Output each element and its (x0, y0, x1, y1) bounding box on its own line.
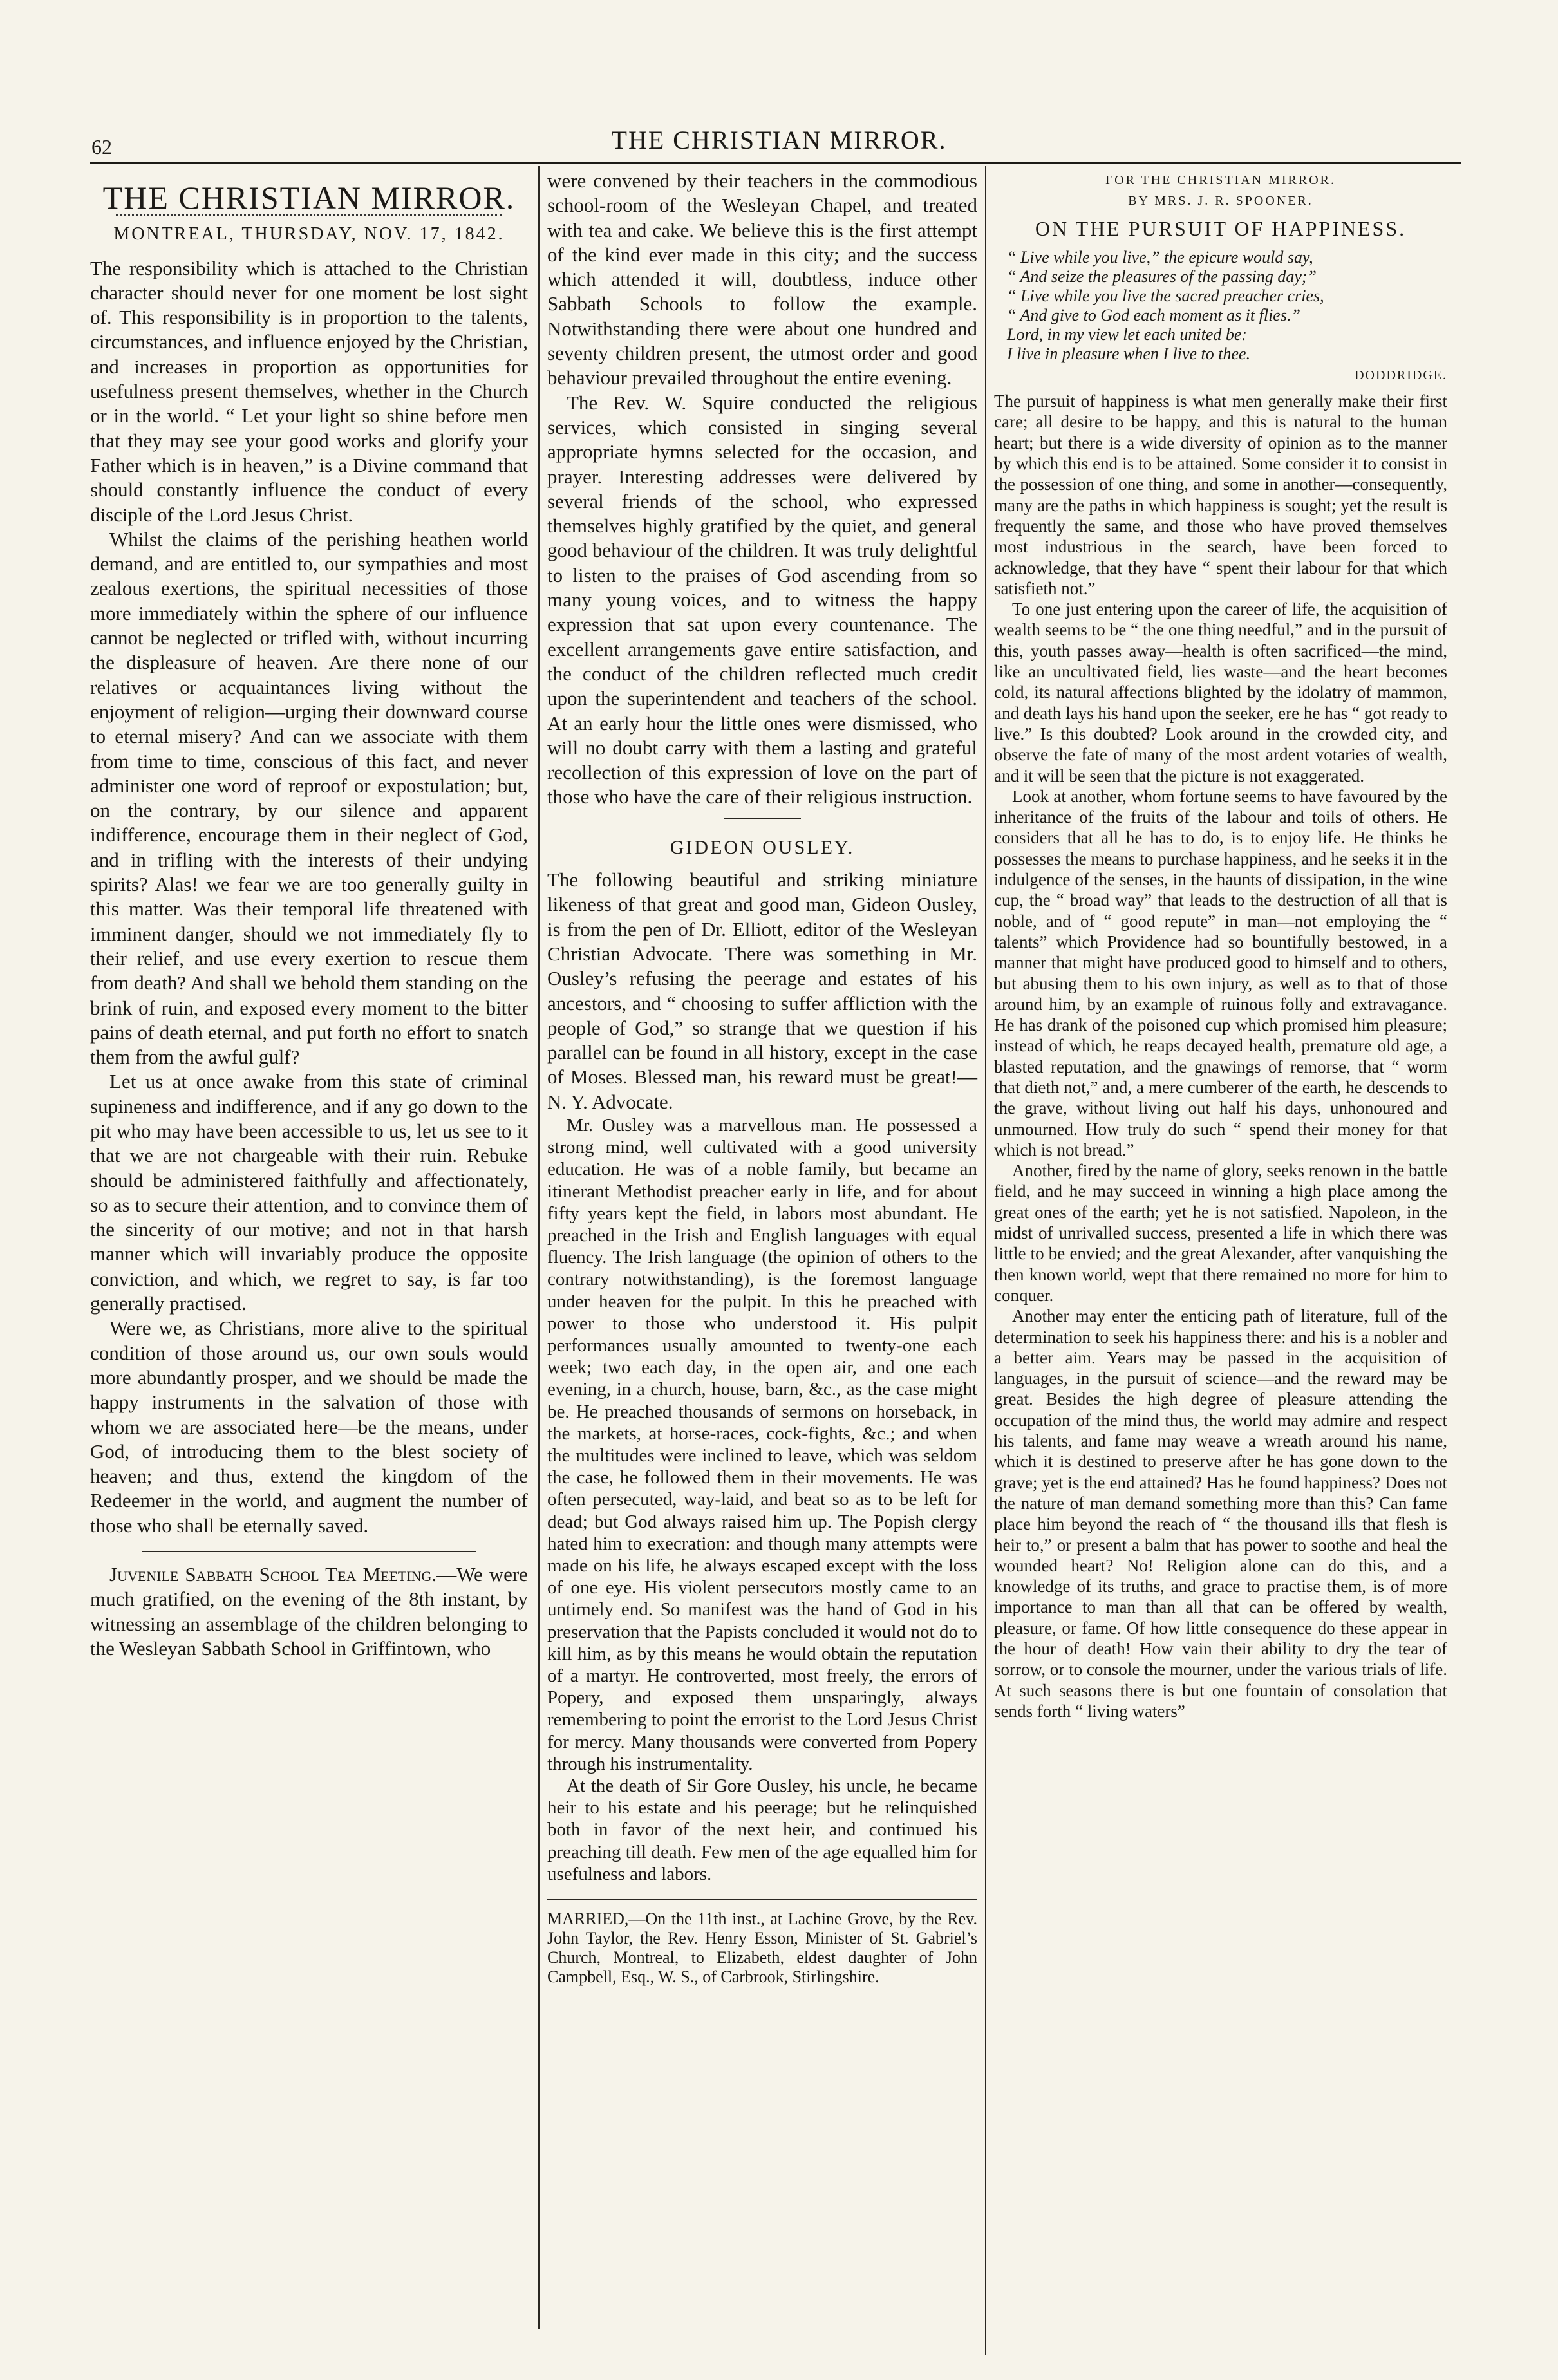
page-number: 62 (91, 135, 112, 158)
essay-para-1: The pursuit of happiness is what men generally make their first care; all desire to be happy, and this is natural to the human heart; but there is a wide diversity of opinion as to the manner by which this end is to be attained. Some consider it to consist in the possession of one thing, and some in another—consequently, many are the paths in which happiness is sought; yet the result is frequently the same, and those who have proved themselves most industrious in the search, have been forced to acknowledge, that they have “ spent their labour for that which satisfieth not.” (994, 391, 1447, 598)
verse-line: Lord, in my view let each united be: (1007, 324, 1248, 344)
editorial-para-4: Were we, as Christians, more alive to the spiritual condition of those around us, our own souls would more abundantly prosper, and we should be made the happy instruments in the salvation of those with whom we are associated here—be the means, under God, of introducing them to the blest society of heaven; and thus, extend the kingdom of the Redeemer in the world, and augment the number of those who shall be eternally saved. (90, 1316, 528, 1537)
verse-line: “ Live while you live,” the epicure would say, (1007, 247, 1313, 267)
column-rule-2 (985, 166, 986, 2355)
gideon-intro: The following beautiful and striking miniature likeness of that great and good man, Gideon Ousley, is from the pen of Dr. Elliott, editor of the Wesleyan Christian Advocate. There was something in Mr. Ousley’s refusing the peerage and estates of his ancestors, and “ choosing to suffer affliction with the people of God,” so strange that we question if his parallel can be found in all history, except in the case of Moses. Blessed man, his reward must be great!—N. Y. Advocate. (547, 868, 977, 1113)
juvenile-heading: Juvenile Sabbath School Tea Meeting. (109, 1563, 437, 1586)
running-head: THE CHRISTIAN MIRROR. (611, 126, 947, 155)
epigraph-verse (994, 248, 1447, 364)
verse-attribution: DODDRIDGE. (1355, 368, 1447, 382)
verse-line: “ Live while you live the sacred preacher cries, (1007, 286, 1324, 305)
head-rule (90, 162, 1461, 164)
masthead: THE CHRISTIAN MIRROR. (102, 180, 516, 216)
by-line: BY MRS. J. R. SPOONER. (1128, 194, 1313, 209)
column-2 (547, 169, 977, 1987)
verse-line: “ And give to God each moment as it flies.” (1007, 305, 1300, 324)
column-1 (90, 169, 528, 1661)
married-notice: MARRIED,—On the 11th inst., at Lachine Grove, by the Rev. John Taylor, the Rev. Henry Esson, Minister of St. Gabriel’s Church, Montreal, to Elizabeth, eldest daughter of John Campbell, Esq., W. S., of Carbrook, Stirlingshire. (547, 1909, 977, 1987)
editorial-para-3: Let us at once awake from this state of criminal supineness and indifference, and if any go down to the pit who may have been accessible to us, let us see to it that we are not chargeable with their ruin. Rebuke should be administered faithfully and affectionately, so as to secure their attention, and to convince them of the sincerity of our motive; and not in that harsh manner which will invariably produce the opposite conviction, and which, we regret to say, is far too generally practised. (90, 1070, 528, 1315)
gideon-para-2: At the death of Sir Gore Ousley, his uncle, he became heir to his estate and his peerage; but he relinquished both in favor of the next heir, and continued his preaching till death. Few men of the age equalled him for usefulness and labors. (547, 1776, 977, 1884)
tea-meeting-para-2: The Rev. W. Squire conducted the religious services, which consisted in singing several appropriate hymns selected for the occasion, and prayer. Interesting addresses were delivered by several friends of the school, who expressed themselves highly gratified by the quiet, and general good behaviour of the children. It was truly delightful to listen to the praises of God ascending from so many young voices, and to witness the happy expression that sat upon every countenance. The excellent arrangements gave entire satisfaction, and the conduct of the children reflected much credit upon the superintendent and teachers of the school. At an early hour the little ones were dismissed, who will no doubt carry with them a lasting and grateful recollection of this expression of love on the part of those who have the care of their religious instruction. (547, 391, 977, 809)
gideon-para-1: Mr. Ousley was a marvellous man. He possessed a strong mind, well cultivated with a good university education. He was of a noble family, but became an itinerant Methodist preacher early in life, and for about fifty years kept the field, in labors most abundant. He preached in the Irish and English languages with equal fluency. The Irish language (the opinion of others to the contrary notwithstanding), is the foremost language under heaven for the pulpit. In this he preached with power to those who understood it. His pulpit performances usually amounted to twenty-one each week; two each day, in the open air, and one each evening, in a church, house, barn, &c., as the case might be. He preached thousands of sermons on horseback, in the markets, at horse-races, cock-fights, &c.; and when the multitudes were inclined to leave, which was seldom the case, he followed them in their movements. He was often persecuted, way-laid, and beat so as to be left for dead; but God always raised him up. The Popish clergy hated him to execration: and though many attempts were made on his life, he always escaped except with the loss of one eye. His violent persecutors mostly came to an untimely end. So manifest was the hand of God in his preservation that the Papists concluded it would not do to kill him, as by this means he would obtain the reputation of a martyr. He controverted, most freely, the errors of Popery, and exposed them unsparingly, always remembering to point the errorist to the Lord Jesus Christ for mercy. Many thousands were converted from Popery through his instrumentality. (547, 1114, 977, 1774)
essay-para-2: To one just entering upon the career of life, the acquisition of wealth seems to be “ the one thing needful,” and in the pursuit of this, youth passes away—health is often sacrificed—the mind, like an uncultivated field, lies waste—and the heart becomes cold, its natural affections blighted by the idolatry of mammon, and death lays his hand upon the seeker, ere he has “ got ready to live.” Is this doubted? Look around in the crowded city, and observe the fate of many of the most ardent votaries of wealth, and it will be seen that the picture is not exaggerated. (994, 599, 1447, 785)
column-rule-1 (538, 166, 540, 2329)
tea-meeting-para-1: were convened by their teachers in the commodious school-room of the Wesleyan Chapel, and treated with tea and cake. We believe this is the first attempt of the kind ever made in this city; and the success which attended it will, doubtless, induce other Sabbath Schools to follow the example. Notwithstanding there were about one hundred and seventy children present, the utmost order and good behaviour prevailed throughout the entire evening. (547, 169, 977, 389)
section-rule (142, 1551, 476, 1552)
verse-line: “ And seize the pleasures of the passing day;” (1007, 267, 1317, 286)
essay-para-5: Another may enter the enticing path of literature, full of the determination to seek his happiness there: and his is a nobler and a better aim. Years may be passed in the acquisition of languages, in the pursuit of science—and the reward may be great. Besides the high degree of pleasure attending the occupation of the mind thus, the world may admire and respect his talents, and fame may weave a wreath around his name, which it is destined to preserve after he has gone down to the grave; yet is the end attained? Has he found happiness? Does not the nature of man demand something more than this? Can fame place him beyond the reach of “ the thousand ills that flesh is heir to,” or present a balm that has power to soothe and heal the wounded heart? No! Religion alone can do this, and a knowledge of its truths, and grace to practise them, is of more importance to man than all that can be offered by wealth, pleasure, or fame. Of how little consequence do these appear in the hour of death! How vain their ability to dry the tear of sorrow, or to console the mourner, under the various trials of life. At such seasons there is but one fountain of consolation that sends forth “ living waters” (994, 1306, 1447, 1721)
essay-para-3: Look at another, whom fortune seems to have favoured by the inheritance of the fruits of the labour and toils of others. He considers that all he has to do, is to enjoy life. He thinks he possesses the means to purchase happiness, and he seeks it in the indulgence of the senses, in the haunts of dissipation, in the wine cup, the “ broad way” that leads to the destruction of all that is noble, and of “ good repute” in man—not employing the “ talents” which Providence had so bountifully bestowed, in a manner that might have produced good to himself and to others, but abusing them to his own injury, as well as to that of those around him, by an example of ruinous folly and extravagance. He has drank of the poisoned cup which promised him pleasure; instead of which, he reaps decayed health, premature old age, a blasted reputation, and the gnawings of remorse, that “ worm that dieth not,” and, a mere cumberer of the earth, he descends to the grave, without living out half his days, unhonoured and unmourned. How truly do such “ spend their money for that which is not bread.” (994, 786, 1447, 1159)
essay-title: ON THE PURSUIT OF HAPPINESS. (1035, 216, 1407, 240)
married-rule (547, 1899, 977, 1900)
editorial-para-2: Whilst the claims of the perishing heathen world demand, and are entitled to, our sympathies and most zealous exertions, the spiritual necessities of those more immediately within the sphere of our influence cannot be neglected or trifled with, without incurring the displeasure of heaven. Are there none of our relatives or acquaintances living without the enjoyment of religion—urging their downward course to eternal misery? And can we associate with them from time to time, conscious of this fact, and never administer one word of reproof or expostulation; but, on the contrary, by our silence and apparent indifference, encourage them in their neglect of God, and in trifling with the interests of their undying spirits? Alas! we fear we are too generally guilty in this matter. Was their temporal life threatened with imminent danger, should we not immediately fly to their relief, and use every exertion to rescue them from death? And shall we behold them standing on the brink of ruin, and exposed every moment to the bitter pains of death eternal, and put forth no effort to snatch them from the awful gulf? (90, 527, 528, 1069)
dateline: MONTREAL, THURSDAY, NOV. 17, 1842. (113, 224, 505, 245)
column-3 (994, 169, 1447, 1721)
for-line: FOR THE CHRISTIAN MIRROR. (1105, 173, 1336, 187)
editorial-para-1: The responsibility which is attached to the Christian character should never for one moment be lost sight of. This responsibility is in proportion to the talents, circumstances, and influence enjoyed by the Christian, and increases in proportion as opportunities for usefulness present themselves, whether in the Church or in the world. “ Let your light so shine before men that they may see your good works and glorify your Father which is in heaven,” is a Divine command that should constantly influence the conduct of every disciple of the Lord Jesus Christ. (90, 256, 528, 526)
juvenile-text: —We were much gratified, on the evening of the 8th instant, by witnessing an assemblage of the children belonging to the Wesleyan Sabbath School in Griffintown, who (90, 1563, 528, 1660)
juvenile-notice (90, 1562, 528, 1661)
gideon-heading: GIDEON OUSLEY. (670, 836, 855, 858)
essay-para-4: Another, fired by the name of glory, seeks renown in the battle field, and he may succeed in winning a high place among the great ones of the earth; yet he is not satisfied. Napoleon, in the midst of unrivalled success, presented a life in which there was little to be envied; and the great Alexander, after vanquishing the then known world, wept that there remained no more for him to conquer. (994, 1161, 1447, 1305)
article-rule (724, 818, 801, 819)
verse-line: I live in pleasure when I live to thee. (1007, 344, 1251, 363)
